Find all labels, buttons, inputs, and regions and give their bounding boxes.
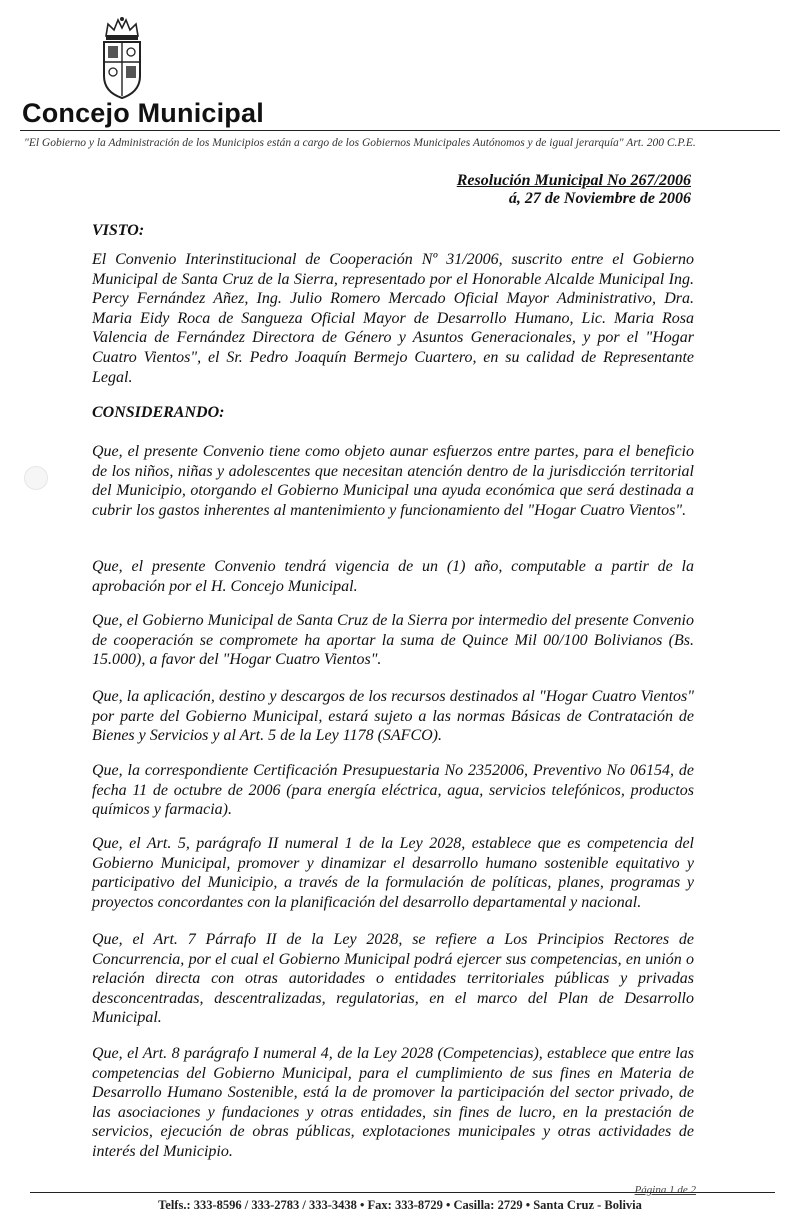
coat-of-arms-icon [98,16,146,100]
considerando-paragraph: Que, el Art. 5, parágrafo II numeral 1 de la Ley 2028, establece que es competencia del Gobierno Municipal, promover y dinamizar el desarrollo humano sostenible equitativo y participativo del Municipio, a través de la formulación de políticas, planes, programas y proyectos concordantes con la planificación del desarrollo departamental y nacional. [92,835,694,911]
visto-paragraph: El Convenio Interinstitucional de Cooperación Nº 31/2006, suscrito entre el Gobierno Municipal de Santa Cruz de la Sierra, representado por el Honorable Alcalde Municipal Ing. Percy Fernández Añez, Ing. Julio Romero Mercado Oficial Mayor Administrativo, Dra. Maria Eidy Roca de Sangueza Oficial Mayor de Desarrollo Humano, Lic. Maria Rosa Valencia de Fernández Directora de Género y Asuntos Generacionales, y por el "Hogar Cuatro Vientos", el Sr. Pedro Joaquín Bermejo Cuartero, en su calidad de Representante Legal. [92,251,694,386]
footer-divider [30,1192,775,1193]
header-divider [20,130,780,131]
visto-heading: VISTO: [92,222,145,239]
considerando-heading: CONSIDERANDO: [92,404,225,421]
page-number: Página 1 de 2 [634,1184,696,1196]
considerando-paragraph: Que, la correspondiente Certificación Presupuestaria No 2352006, Preventivo No 06154, de fecha 11 de octubre de 2006 (para energía eléctrica, agua, servicios telefónicos, productos químicos y farmacia). [92,762,694,819]
considerando-paragraph: Que, el Art. 8 parágrafo I numeral 4, de la Ley 2028 (Competencias), establece que entre las competencias del Gobierno Municipal, para el cumplimiento de sus fines en Materia de Desarrollo Humano Sostenible, está la de promover la participación del sector privado, de las asociaciones y fundaciones y otras entidades, sin fines de lucro, en la prestación de servicios, ejecución de obras públicas, explotaciones municipales y otras actividades de interés del Municipio. [92,1045,694,1160]
considerando-paragraph: Que, el presente Convenio tendrá vigencia de un (1) año, computable a partir de la aprobación por el H. Concejo Municipal. [92,558,694,595]
considerando-paragraph: Que, el Art. 7 Párrafo II de la Ley 2028, se refiere a Los Principios Rectores de Concurrencia, por el cual el Gobierno Municipal podrá ejercer sus competencias, en unión o relación directa con otras autoridades o entidades territoriales públicas y privadas desconcentradas, descentralizadas, regulatorias, en el marco del Plan de Desarrollo Municipal. [92,931,694,1027]
considerando-paragraph: Que, el Gobierno Municipal de Santa Cruz de la Sierra por intermedio del presente Convenio de cooperación se compromete ha aportar la suma de Quince Mil 00/100 Bolivianos (Bs. 15.000), a favor del "Hogar Cuatro Vientos". [92,612,694,669]
considerando-paragraph: Que, la aplicación, destino y descargos de los recursos destinados al "Hogar Cuatro Vientos" por parte del Gobierno Municipal, estará sujeto a las normas Básicas de Contratación de Bienes y Servicios y al Art. 5 de la Ley 1178 (SAFCO). [92,688,694,745]
footer-contact: Telfs.: 333-8596 / 333-2783 / 333-3438 • Fax: 333-8729 • Casilla: 2729 • Santa Cruz - Bolivia [158,1198,642,1212]
considerando-paragraph: Que, el presente Convenio tiene como objeto aunar esfuerzos entre partes, para el beneficio de los niños, niñas y adolescentes que necesitan atención dentro de la jurisdicción territorial del Municipio, otorgando el Gobierno Municipal una ayuda económica que será destinada a cubrir los gastos inherentes al mantenimiento y funcionamiento del "Hogar Cuatro Vientos". [92,443,694,519]
council-name: Concejo Municipal [22,98,264,128]
resolution-number: Resolución Municipal No 267/2006 [456,172,691,189]
resolution-date: á, 27 de Noviembre de 2006 [508,190,691,207]
punch-hole [24,466,48,490]
header-quote: "El Gobierno y la Administración de los Municipios están a cargo de los Gobiernos Municipales Autónomos y de igual jerarquía" Art. 200 C.P.E. [24,137,696,149]
